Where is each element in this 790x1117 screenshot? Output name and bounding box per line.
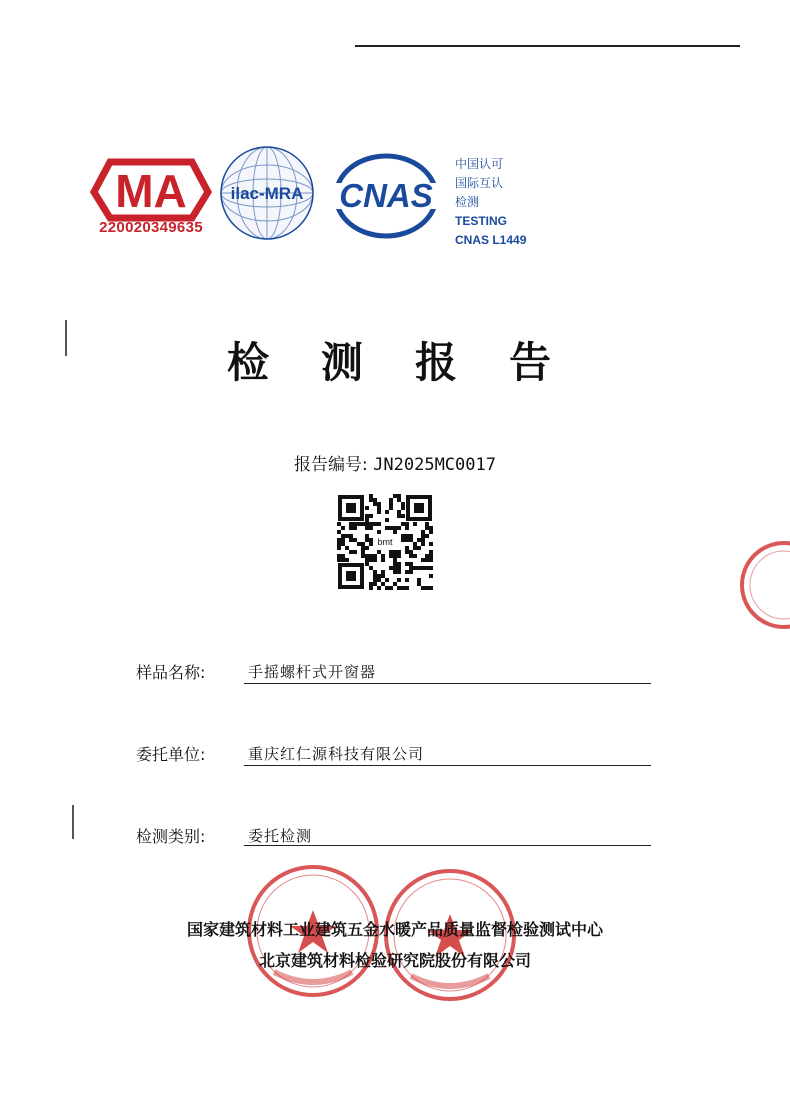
test-type-label: 检测类别:	[136, 827, 206, 846]
partial-stamp	[714, 540, 790, 630]
cnas-line: 中国认可	[455, 157, 504, 171]
client-label: 委托单位:	[136, 745, 206, 764]
organization-line-1: 国家建筑材料工业建筑五金水暖产品质量监督检验测试中心	[186, 920, 603, 939]
report-number-label: 报告编号:	[294, 455, 368, 475]
report-number	[0, 450, 790, 475]
cnas-logo	[332, 153, 440, 239]
cnas-mark: CNAS	[339, 177, 433, 214]
sample-name-label: 样品名称:	[136, 663, 206, 682]
client-underline	[244, 765, 651, 766]
qr-center-label: bmt	[377, 537, 393, 547]
cma-number: 220020349635	[99, 219, 203, 236]
cma-mark: MA	[115, 165, 187, 217]
top-rule	[355, 45, 740, 47]
sample-name-value: 手摇螺杆式开窗器	[248, 663, 377, 681]
cnas-line: CNAS L1449	[455, 233, 527, 247]
test-type-value: 委托检测	[248, 827, 313, 845]
cnas-accreditation-text	[455, 155, 575, 250]
client-value: 重庆红仁源科技有限公司	[248, 745, 425, 763]
organization-line-2: 北京建筑材料检验研究院股份有限公司	[258, 951, 531, 970]
ilac-mark: ilac-MRA	[230, 184, 304, 203]
cnas-line: TESTING	[455, 214, 508, 228]
cnas-line: 国际互认	[455, 176, 504, 190]
ilac-mra-logo	[217, 143, 317, 243]
page-title: 检测报告	[226, 338, 603, 387]
test-type-underline	[244, 845, 651, 846]
cnas-line: 检测	[455, 195, 480, 209]
qr-code	[337, 494, 433, 590]
scan-edge-mark	[72, 805, 74, 839]
sample-name-underline	[244, 683, 651, 684]
report-number-value: JN2025MC0017	[373, 455, 496, 475]
